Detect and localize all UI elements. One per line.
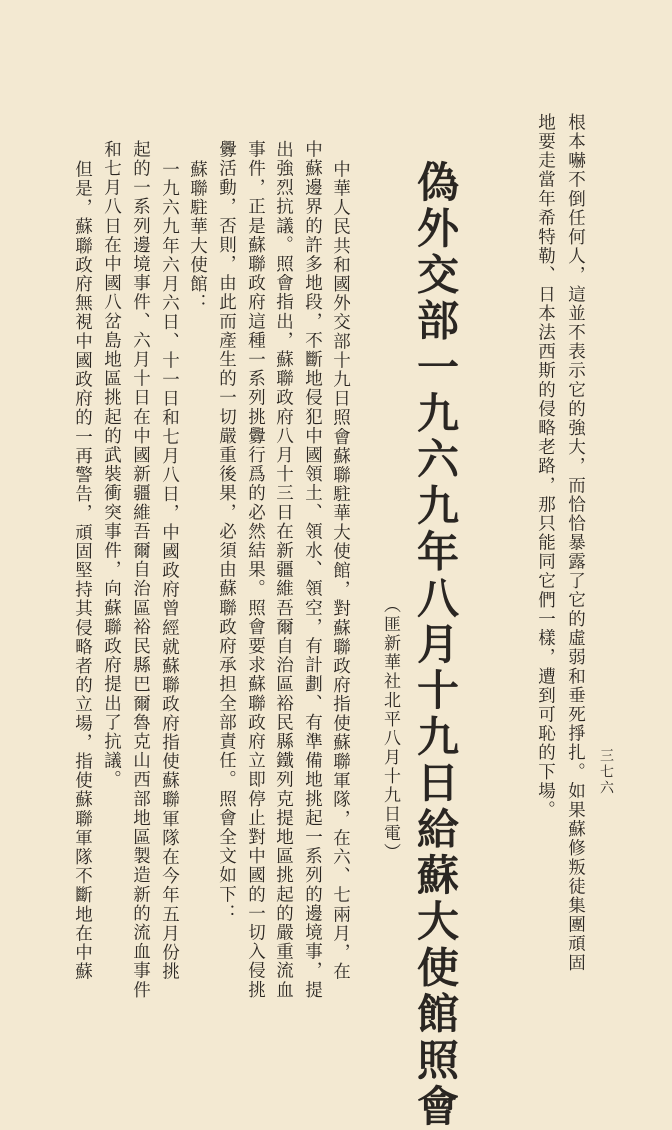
text-column: 中華人民共和國外交部十九日照會蘇聯駐華大使館，對蘇聯政府指使蘇聯軍隊，在六、七兩月，在 — [330, 160, 351, 982]
text-column: 和七月八日在中國八岔島地區挑起的武裝衝突事件，向蘇聯政府提出了抗議。 — [101, 140, 122, 790]
page-number: 三七六 — [598, 748, 614, 796]
text-column: 起的一系列邊境事件、六月十日在中國新疆維吾爾自治區裕民縣巴爾魯克山西部地區製造新的流血事件 — [130, 140, 151, 1000]
text-column: 但是，蘇聯政府無視中國政府的一再警告，頑固堅持其侵略者的立場，指使蘇聯軍隊不斷地在中蘇 — [72, 160, 93, 982]
text-column: 蘇聯駐華大使館： — [187, 160, 208, 313]
text-column: 根本嚇不倒任何人，這並不表示它的強大，而恰恰暴露了它的虛弱和垂死掙扎。如果蘇修叛徒集團頑固 — [565, 113, 586, 973]
text-column: 釁活動，否則，由此而產生的一切嚴重後果，必須由蘇聯政府承担全部責任。照會全文如下： — [216, 140, 237, 924]
document-title: 偽外交部一九六九年八月十九日給蘇大使館照會 — [411, 160, 460, 1130]
text-column: 一九六九年六月六日、十一日和七月八日，中國政府曾經就蘇聯政府指使蘇聯軍隊在今年五月份挑 — [159, 160, 180, 982]
source-note: （匪新華社北平八月十九日電） — [380, 596, 400, 862]
text-column: 中蘇邊界的許多地段，不斷地侵犯中國領土、領水、領空，有計劃、有準備地挑起一系列的邊境事，提 — [302, 140, 323, 1000]
text-column: 事件，正是蘇聯政府這種一系列挑釁行爲的必然結果。照會要求蘇聯政府立即停止對中國的一切入侵挑 — [245, 140, 266, 1000]
text-column: 出強烈抗議。照會指出，蘇聯政府八月十三日在新疆維吾爾自治區裕民縣鐵列克提地區挑起的嚴重流血 — [273, 140, 294, 1000]
text-column: 地要走當年希特勒、日本法西斯的侵略老路，那只能同它們一樣，遭到可恥的下場。 — [535, 113, 556, 820]
